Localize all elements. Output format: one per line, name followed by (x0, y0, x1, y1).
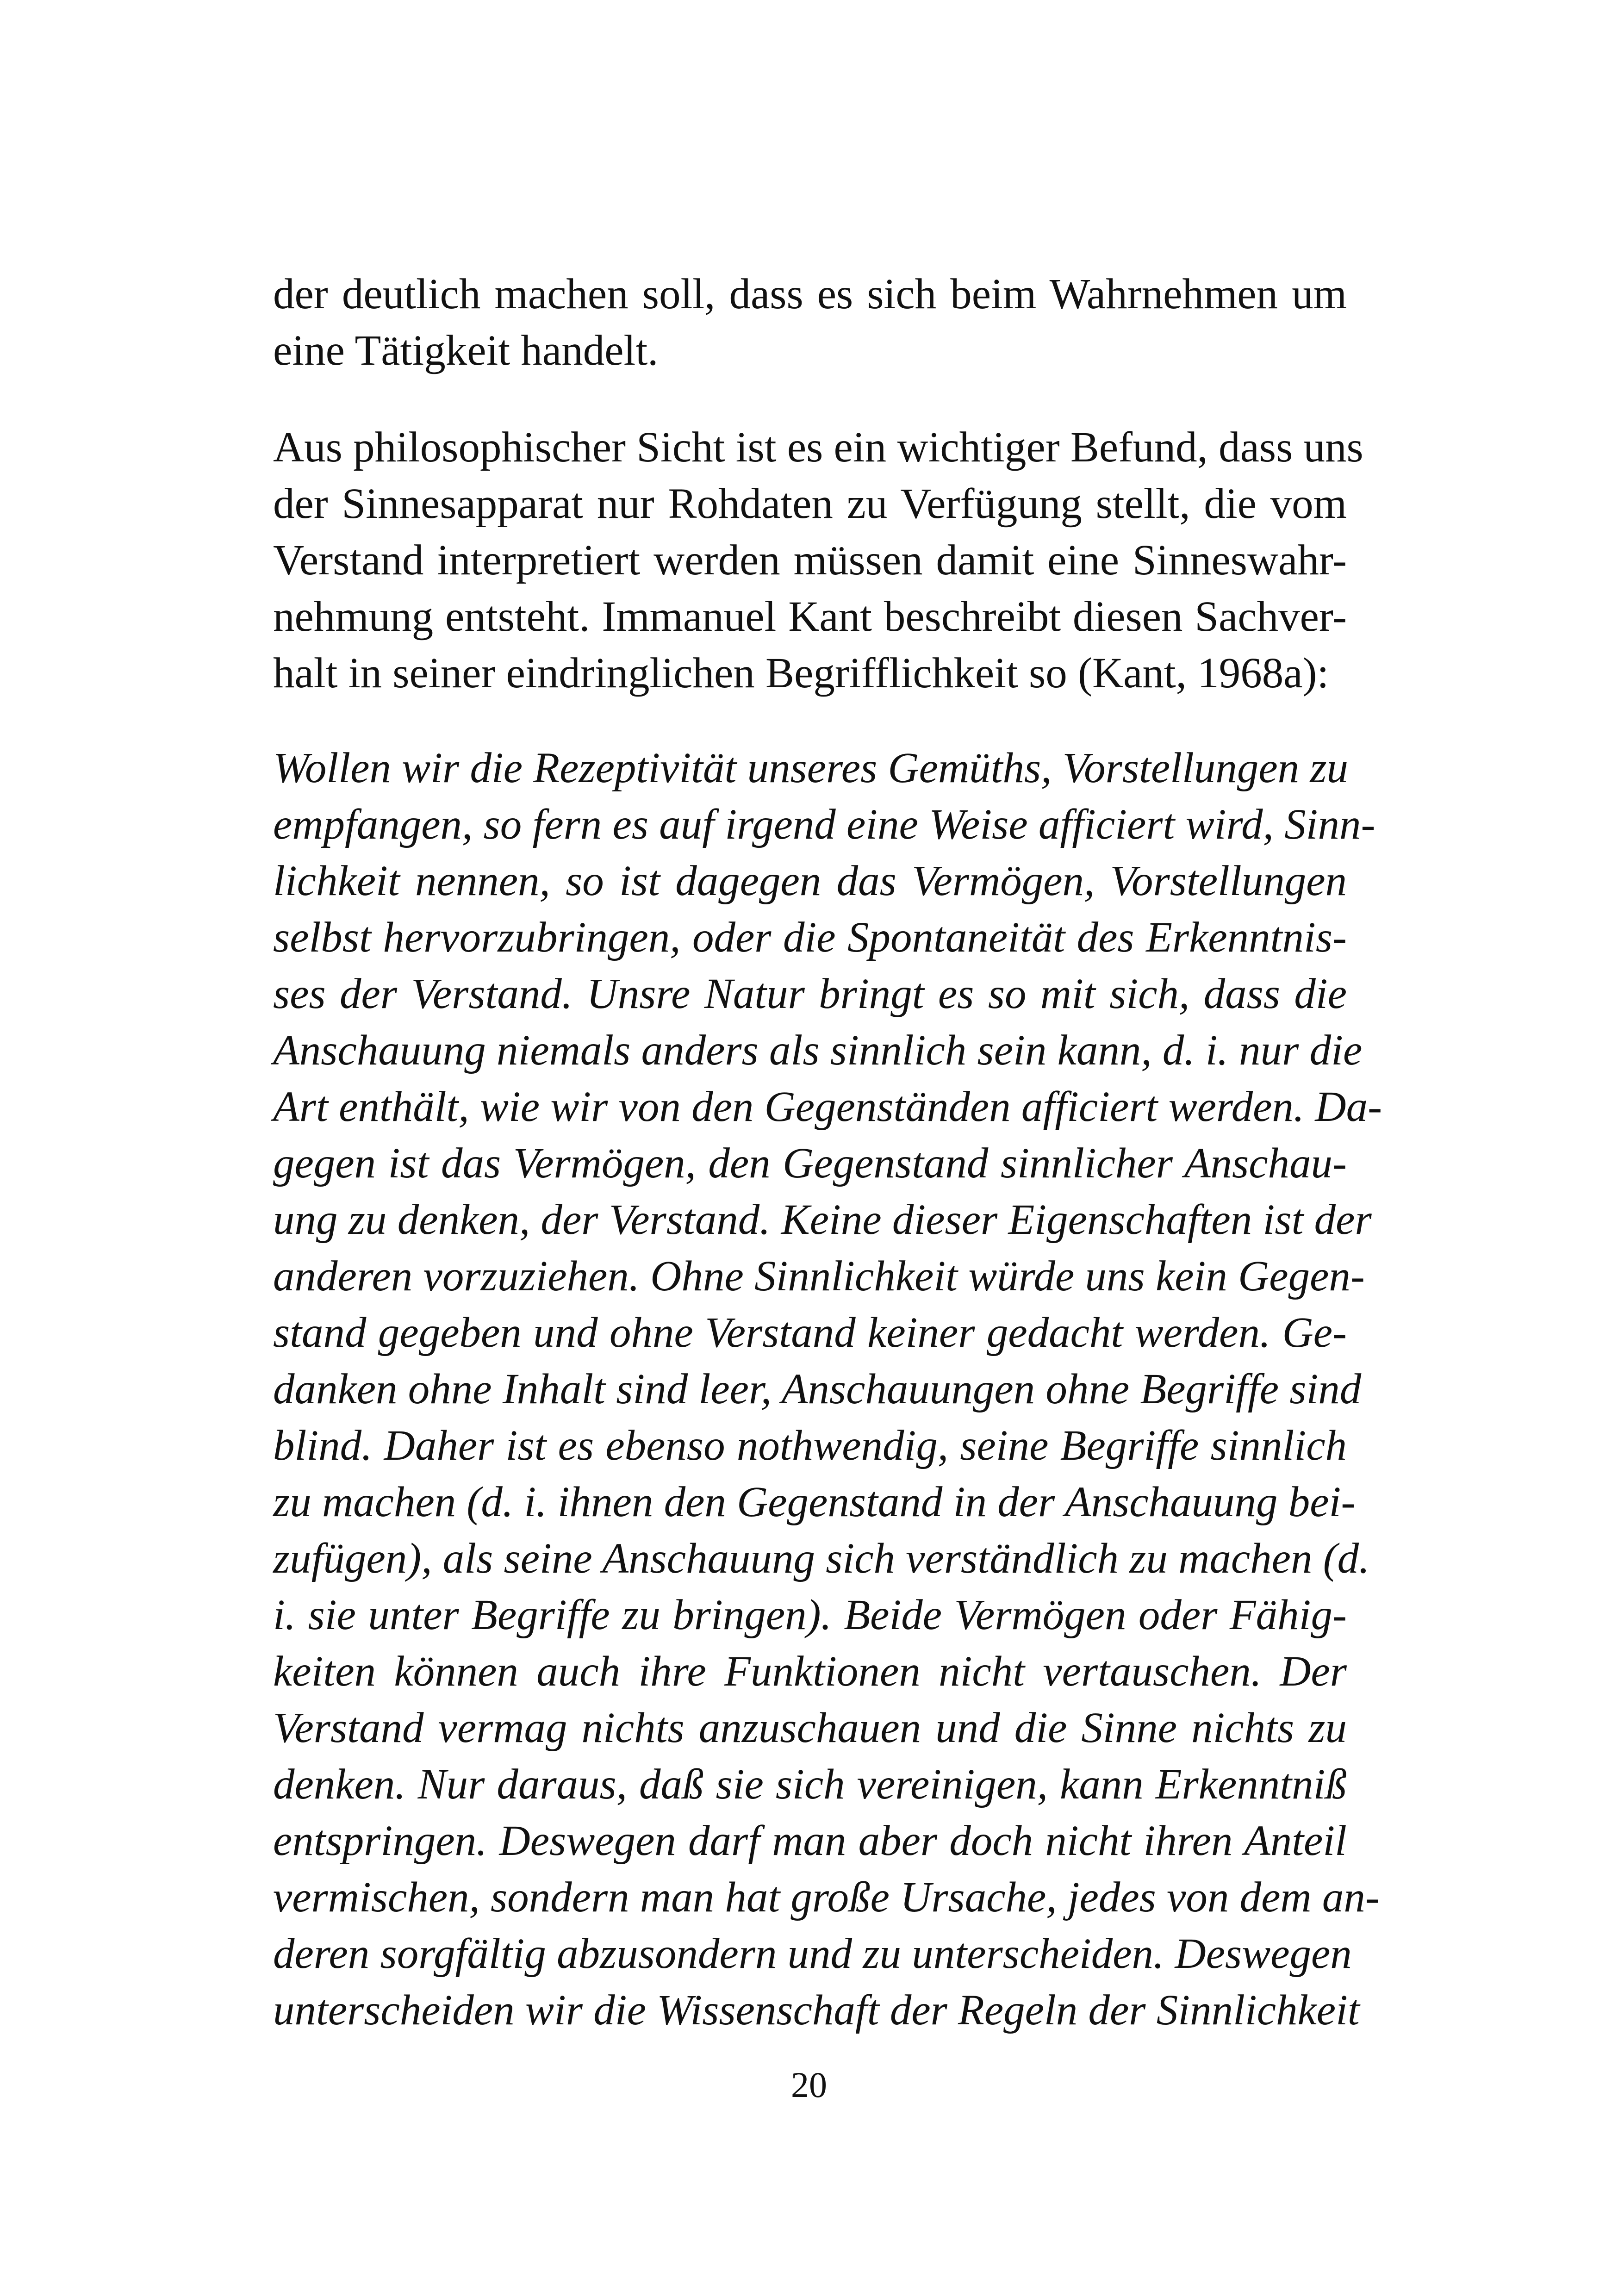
paragraph-1 (273, 266, 1347, 379)
text-line: Verstand vermag nichts anzuschauen und die Sinne nichts zu (273, 1704, 1347, 1752)
text-line: keiten können auch ihre Funktionen nicht vertauschen. Der (273, 1648, 1347, 1695)
text-line: nehmung entsteht. Immanuel Kant beschreibt diesen Sachver- (273, 593, 1347, 641)
text-line: Anschauung niemals anders als sinnlich sein kann, d. i. nur die (273, 1027, 1363, 1074)
text-line: ses der Verstand. Unsre Natur bringt es so mit sich, dass die (273, 970, 1347, 1018)
text-line: deren sorgfältig abzusondern und zu unterscheiden. Deswegen (273, 1930, 1352, 1978)
text-line: gegen ist das Vermögen, den Gegenstand sinnlicher Anschau- (273, 1139, 1347, 1187)
text-line: halt in seiner eindringlichen Begrifflichkeit so (Kant, 1968a): (273, 649, 1329, 697)
page-number: 20 (791, 2065, 827, 2105)
text-line: vermischen, sondern man hat große Ursache, jedes von dem an- (273, 1873, 1380, 1921)
text-line: Wollen wir die Rezeptivität unseres Gemüths, Vorstellungen zu (273, 744, 1349, 792)
text-line: der deutlich machen soll, dass es sich beim Wahrnehmen um (273, 270, 1347, 318)
text-line: denken. Nur daraus, daß sie sich vereinigen, kann Erkenntniß (273, 1761, 1347, 1808)
paragraph-2 (273, 419, 1363, 702)
text-line: i. sie unter Begriffe zu bringen). Beide Vermögen oder Fähig- (273, 1591, 1347, 1639)
text-line: Aus philosophischer Sicht ist es ein wichtiger Befund, dass uns (273, 423, 1363, 471)
text-line: selbst hervorzubringen, oder die Spontaneität des Erkenntnis- (273, 914, 1347, 961)
text-line: entspringen. Deswegen darf man aber doch nicht ihren Anteil (273, 1817, 1347, 1865)
text-line: danken ohne Inhalt sind leer, Anschauungen ohne Begriffe sind (273, 1365, 1362, 1413)
text-line: anderen vorzuziehen. Ohne Sinnlichkeit würde uns kein Gegen- (273, 1252, 1365, 1300)
text-line: ung zu denken, der Verstand. Keine dieser Eigenschaften ist der (273, 1196, 1372, 1244)
text-line: zu machen (d. i. ihnen den Gegenstand in der Anschauung bei- (273, 1478, 1356, 1526)
text-line: der Sinnesapparat nur Rohdaten zu Verfügung stellt, die vom (273, 480, 1347, 528)
text-line: zufügen), als seine Anschauung sich verständlich zu machen (d. (273, 1535, 1370, 1582)
text-line: eine Tätigkeit handelt. (273, 327, 659, 374)
text-line: lichkeit nennen, so ist dagegen das Vermögen, Vorstellungen (273, 857, 1347, 905)
text-line: blind. Daher ist es ebenso nothwendig, seine Begriffe sinnlich (273, 1422, 1347, 1469)
text-line: empfangen, so fern es auf irgend eine Weise afficiert wird, Sinn- (273, 801, 1375, 848)
text-line: Verstand interpretiert werden müssen damit eine Sinneswahr- (273, 536, 1347, 584)
text-line: Art enthält, wie wir von den Gegenständen afficiert werden. Da- (273, 1083, 1382, 1131)
text-line: stand gegeben und ohne Verstand keiner gedacht werden. Ge- (273, 1309, 1347, 1356)
kant-quotation (273, 740, 1382, 2039)
text-line: unterscheiden wir die Wissenschaft der Regeln der Sinnlichkeit (273, 1986, 1360, 2034)
